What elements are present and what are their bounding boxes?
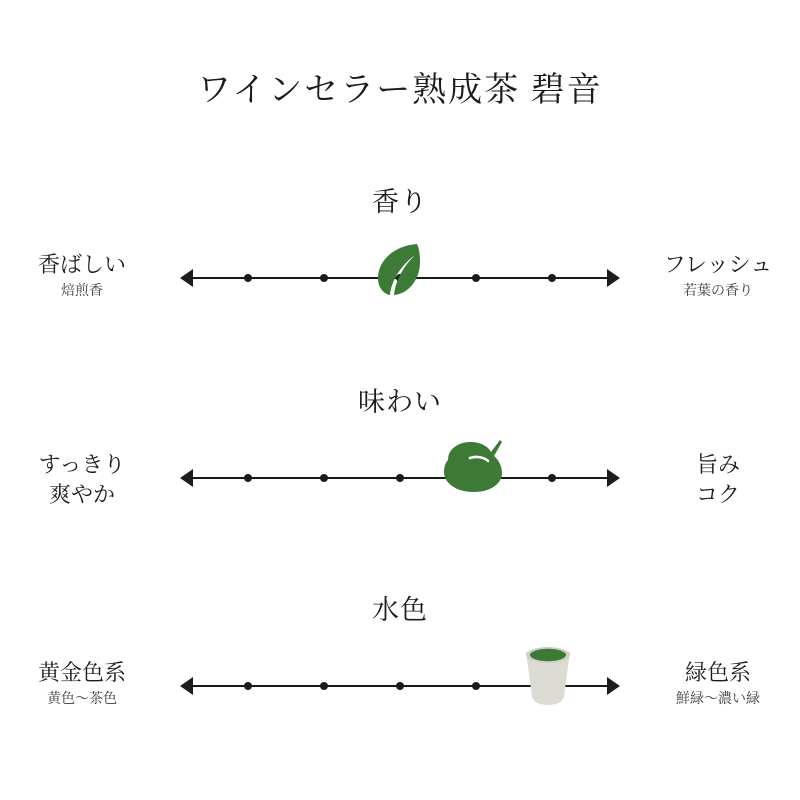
scale-right-main: 旨み: [695, 452, 740, 477]
scale-liquor-color: [0, 588, 800, 748]
axis-tick: [320, 682, 328, 690]
scale-heading: 水色: [372, 595, 428, 625]
scale-axis: [180, 466, 620, 490]
scale-right-main: フレッシュ: [663, 252, 773, 277]
scale-right-main: 緑色系: [684, 660, 751, 685]
tea-cup-icon: [516, 642, 580, 713]
axis-tick: [396, 682, 404, 690]
scale-left-sub: 焙煎香: [61, 283, 103, 299]
scale-heading: 味わい: [358, 387, 442, 417]
scale-left-sub: 爽やか: [48, 481, 115, 507]
scale-left-main: すっきり: [38, 452, 126, 477]
scale-right-label: [628, 250, 800, 302]
scale-left-main: 香ばしい: [37, 252, 126, 277]
axis-tick: [320, 274, 328, 282]
scale-left-label: [0, 250, 172, 302]
axis-tick: [320, 474, 328, 482]
axis-tick: [548, 474, 556, 482]
scale-right-label: [628, 450, 800, 509]
axis-tick: [472, 274, 480, 282]
tea-leaf-icon: [370, 238, 426, 305]
scale-taste: [0, 380, 800, 540]
scale-right-sub: コク: [695, 481, 740, 507]
scale-left-main: 黄金色系: [37, 660, 126, 685]
scale-left-label: [0, 450, 172, 509]
scale-right-sub: 若葉の香り: [683, 283, 753, 299]
axis-tick: [244, 682, 252, 690]
scale-right-label: [628, 658, 800, 710]
page-title: ワインセラー熟成茶 碧音: [197, 72, 603, 109]
scale-right-sub: 鮮緑〜濃い緑: [676, 691, 760, 707]
axis-tick: [244, 274, 252, 282]
axis-tick: [548, 274, 556, 282]
axis-tick: [472, 682, 480, 690]
scale-heading: 香り: [372, 187, 428, 217]
scale-aroma: [0, 180, 800, 340]
teapot-icon: [436, 436, 508, 501]
scale-left-sub: 黄色〜茶色: [47, 691, 117, 707]
scale-left-label: [0, 658, 172, 710]
axis-tick: [244, 474, 252, 482]
axis-tick: [396, 474, 404, 482]
